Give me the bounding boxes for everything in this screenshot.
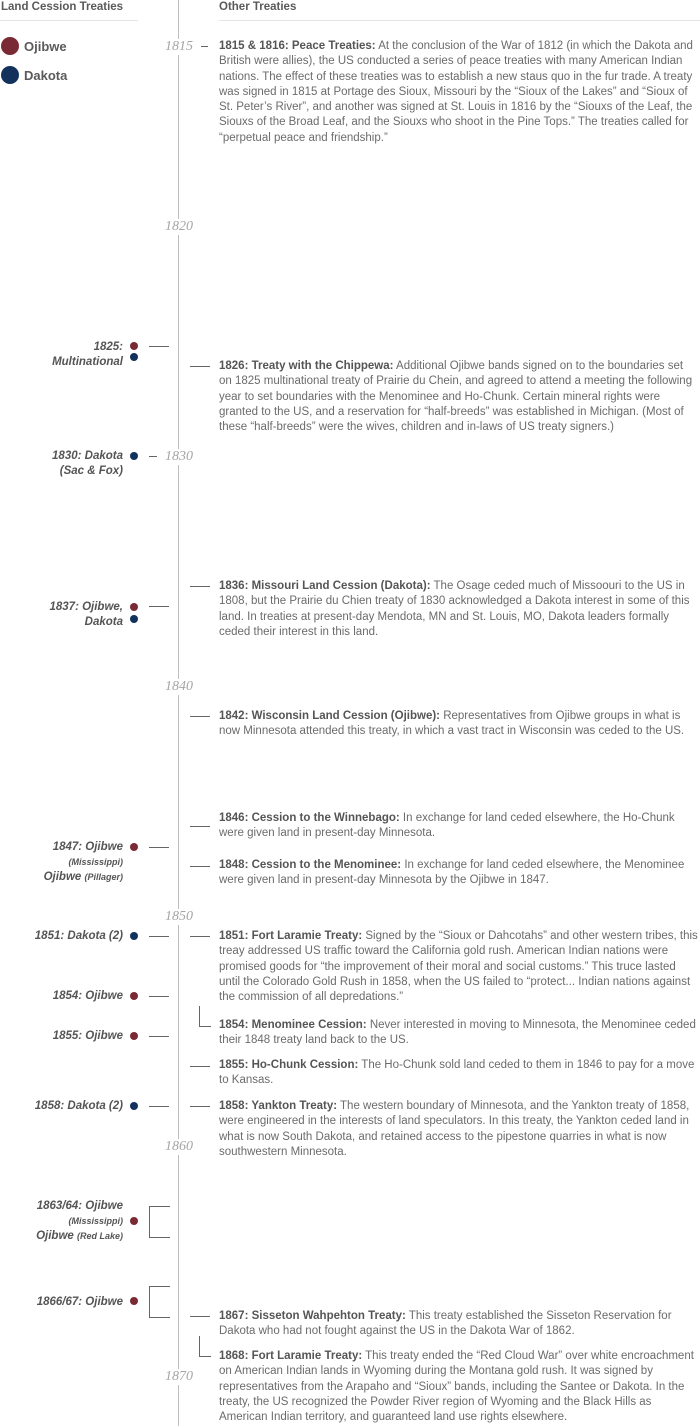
cession-nation-label: Ojibwe	[43, 871, 82, 883]
year-label: 1820	[150, 219, 208, 235]
dakota-dot	[130, 932, 138, 940]
cession-year: 1837: Ojibwe,	[49, 601, 123, 613]
year-label: 1860	[150, 1139, 208, 1155]
treaty-1848	[219, 858, 699, 889]
treaty-1851	[219, 929, 699, 1005]
cession-nation	[36, 1229, 123, 1244]
tick	[149, 606, 169, 607]
cession-year: 1830: Dakota	[52, 450, 123, 462]
ojibwe-dot	[130, 843, 138, 851]
ojibwe-legend-dot	[1, 37, 19, 55]
tick	[190, 936, 210, 937]
dakota-dot	[130, 353, 138, 361]
cession-nation: Multinational	[52, 356, 123, 368]
land-cession-1851: 1851: Dakota (2)	[34, 930, 123, 942]
tick	[190, 866, 210, 867]
dakota-dot	[130, 1102, 138, 1110]
treaty-1868	[219, 1349, 699, 1425]
legend-item-dakota	[1, 66, 67, 84]
tick	[190, 826, 210, 827]
land-cession-1830	[52, 449, 123, 479]
tick	[149, 346, 169, 347]
tick	[149, 996, 169, 997]
cession-nation	[44, 870, 123, 885]
ojibwe-dot	[130, 603, 138, 611]
cession-sub	[36, 1214, 123, 1229]
cession-year: 1863/64: Ojibwe	[36, 1200, 123, 1212]
tick	[190, 1066, 210, 1067]
treaty-title: 1868: Fort Laramie Treaty:	[219, 1350, 363, 1362]
treaty-text: This treaty ended the “Red Cloud War” over white encroachment on American Indian lands in Wyoming during the Montana gold rush. It was signed by representatives from the Arapaho and “Sioux” bands, including the Santee or Dakota. In the treaty, the US recognized the Powder River region of Wyoming and the Black Hills as American Indian territory, and guaranteed land use rights elsewhere.	[219, 1350, 694, 1424]
treaty-title: 1846: Cession to the Winnebago:	[219, 812, 400, 824]
treaty-1842	[219, 709, 699, 740]
treaty-1858	[219, 1099, 699, 1160]
cession-year: 1825:	[93, 341, 123, 353]
tick	[190, 1106, 210, 1107]
treaty-title: 1826: Treaty with the Chippewa:	[219, 360, 394, 372]
land-cession-1855: 1855: Ojibwe	[52, 1030, 123, 1042]
bracket-connector	[199, 1006, 211, 1027]
treaty-title: 1851: Fort Laramie Treaty:	[219, 930, 363, 942]
treaty-1854	[219, 1018, 699, 1049]
treaty-1815-1816	[219, 39, 699, 146]
tick	[190, 586, 210, 587]
treaty-1867	[219, 1309, 699, 1340]
treaty-1836	[219, 579, 699, 640]
treaty-text: Signed by the “Sioux or Dahcotahs” and other western tribes, this treay addressed US traffic toward the California gold rush. American Indian nations were promised goods for “the improvement of their moral and social customs.” This truce lasted until the Colorado Gold Rush in 1858, when the US failed to “protect... Indian nations against the commission of all depredations.”	[219, 930, 698, 1004]
ojibwe-dot	[130, 342, 138, 350]
tick	[149, 847, 169, 848]
treaty-title: 1842: Wisconsin Land Cession (Ojibwe):	[219, 710, 440, 722]
year-label: 1840	[150, 679, 208, 695]
treaty-title: 1836: Missouri Land Cession (Dakota):	[219, 580, 431, 592]
cession-year: 1847: Ojibwe	[52, 841, 123, 853]
cession-sub	[44, 855, 123, 870]
treaty-1846	[219, 811, 699, 842]
dakota-dot	[130, 615, 138, 623]
year-label: 1815	[150, 39, 208, 55]
cession-nation: (Sac & Fox)	[59, 465, 123, 477]
bracket-connector	[199, 1336, 211, 1357]
timeline-axis	[178, 0, 179, 1426]
land-cession-1866: 1866/67: Ojibwe	[36, 1296, 123, 1308]
treaty-text: Never interested in moving to Minnesota, the Menominee ceded their 1848 treaty land back to the US.	[219, 1019, 696, 1047]
bracket-connector	[149, 1206, 170, 1238]
tick	[190, 366, 210, 367]
tick	[190, 716, 210, 717]
tick	[149, 936, 169, 937]
tick	[149, 456, 157, 457]
treaty-title: 1848: Cession to the Menominee:	[219, 859, 402, 871]
tick	[190, 1316, 210, 1317]
right-header-rule	[219, 20, 700, 21]
land-cession-1858: 1858: Dakota (2)	[34, 1100, 123, 1112]
tick	[149, 1036, 169, 1037]
legend-item-ojibwe	[1, 37, 67, 55]
treaty-text: The Ho-Chunk sold land ceded to them in 1846 to pay for a move to Kansas.	[219, 1059, 695, 1087]
cession-nation: Dakota	[84, 616, 123, 628]
tick	[201, 46, 208, 47]
treaty-text: The western boundary of Minnesota, and the Yankton treaty of 1858, were engineered in the interests of land speculators. In this treaty, the Yankton ceded land in what is now South Dakota, and retained access to the pipestone quarries in what is now southwestern Minnesota.	[219, 1100, 690, 1158]
ojibwe-dot	[130, 1032, 138, 1040]
treaty-text: In exchange for land ceded elsewhere, the Menominee were given land in present-day Minnesota by the Ojibwe in 1847.	[219, 859, 685, 887]
treaty-text: In exchange for land ceded elsewhere, the Ho-Chunk were given land in present-day Minnesota.	[219, 812, 675, 840]
left-header-rule	[0, 20, 138, 21]
treaty-text: Representatives from Ojibwe groups in what is now Minnesota attended this treaty, in which a vast tract in Wisconsin was ceded to the US.	[219, 710, 685, 738]
land-cession-1854: 1854: Ojibwe	[52, 990, 123, 1002]
cession-nation-label: Ojibwe	[36, 1230, 74, 1242]
treaty-1826	[219, 359, 699, 435]
cession-sub-label: (Red Lake)	[76, 1231, 123, 1241]
bracket-connector	[149, 1286, 170, 1318]
ojibwe-dot	[130, 992, 138, 1000]
cession-sub-label: (Mississippi)	[68, 857, 123, 867]
dakota-dot	[130, 452, 138, 460]
treaty-text: This treaty established the Sisseton Reservation for Dakota who had not fought against the US in the Dakota War of 1862.	[219, 1310, 672, 1338]
other-treaties-header: Other Treaties	[219, 1, 297, 13]
treaty-text: Additional Ojibwe bands signed on to the boundaries set on 1825 multinational treaty of Prairie du Chein, and agreed to attend a meeting the following year to set boundaries with the Menominee and Ho-Chunk. Certain mineral rights were granted to the US, and a reservation for “half-breeds” was established in Michigan. (Most of these “half-breeds” were the wives, children and in-laws of US treaty signers.)	[219, 360, 693, 434]
treaty-title: 1867: Sisseton Wahpehton Treaty:	[219, 1310, 406, 1322]
cession-sub-label: (Pillager)	[84, 872, 123, 882]
treaty-title: 1858: Yankton Treaty:	[219, 1100, 338, 1112]
land-cession-1837	[49, 600, 123, 630]
treaty-title: 1815 & 1816: Peace Treaties:	[219, 40, 376, 52]
ojibwe-dot	[130, 1297, 138, 1305]
land-cession-1863	[36, 1199, 123, 1244]
legend-label: Ojibwe	[24, 38, 67, 54]
legend-label: Dakota	[24, 67, 68, 83]
year-label: 1870	[150, 1369, 208, 1385]
treaty-title: 1855: Ho-Chunk Cession:	[219, 1059, 359, 1071]
year-label: 1830	[150, 449, 208, 465]
land-cession-1847	[44, 840, 123, 885]
treaty-1855	[219, 1058, 699, 1089]
treaty-text: At the conclusion of the War of 1812 (in which the Dakota and British were allies), the US conducted a series of peace treaties with many American Indian nations. The effect of these treaties was to establish a new staus quo in the fur trade. A treaty was signed in 1815 at Portage des Sioux, Missouri by the “Sioux of the Lakes” and “Sioux of St. Peter’s River”, and another was signed at St. Louis in 1816 by the “Siouxs of the Leaf, the Siouxs of the Broad Leaf, and the Siouxs who shoot in the Pine Tops.” The treaties called for “perpetual peace and friendship.”	[219, 40, 693, 144]
land-cession-1825	[52, 340, 123, 370]
cession-sub-label: (Mississippi)	[68, 1216, 123, 1226]
treaty-text: The Osage ceded much of Missoouri to the US in 1808, but the Prairie du Chien treaty of 1830 acknowledged a Dakota interest in some of this land. In treaties at present-day Mendota, MN and St. Louis, MO, Dakota leaders formally ceded their interest in this land.	[219, 580, 690, 638]
land-cession-header: Land Cession Treaties	[1, 1, 124, 13]
tick	[149, 1106, 169, 1107]
year-label: 1850	[150, 909, 208, 925]
ojibwe-dot	[130, 1217, 138, 1225]
dakota-legend-dot	[1, 66, 19, 84]
treaty-title: 1854: Menominee Cession:	[219, 1019, 367, 1031]
